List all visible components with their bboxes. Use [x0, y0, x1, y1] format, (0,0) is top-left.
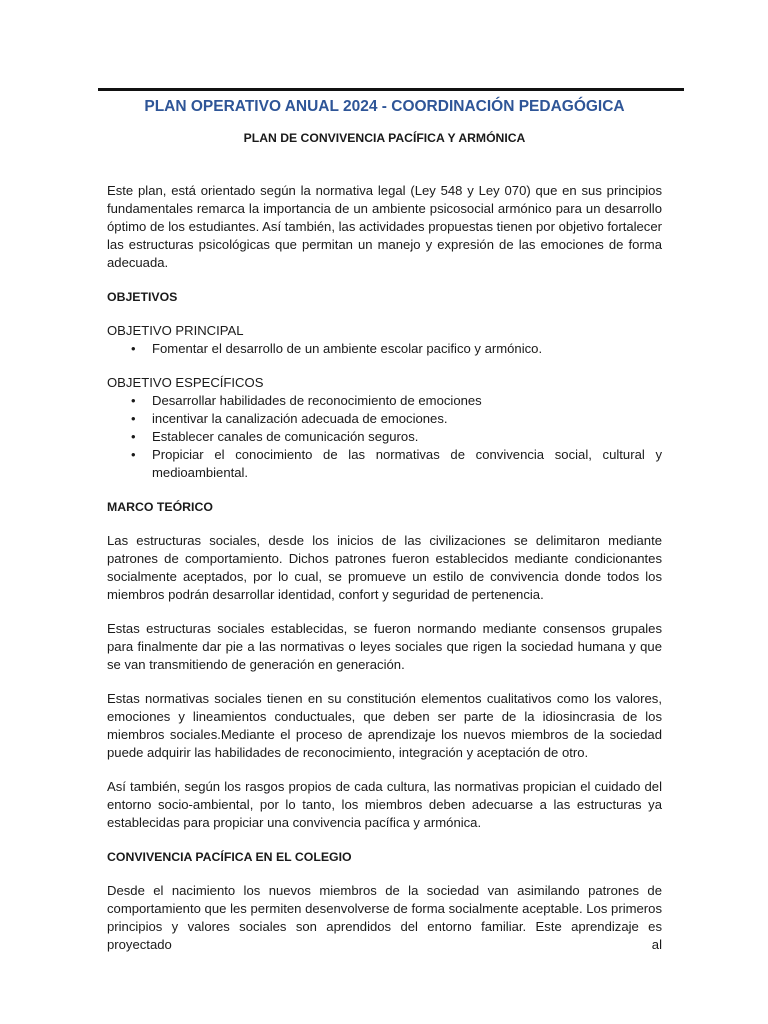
- header-rule: [98, 88, 684, 91]
- list-item: [107, 446, 662, 482]
- document-title: PLAN OPERATIVO ANUAL 2024 - COORDINACIÓN PEDAGÓGICA: [144, 98, 625, 115]
- theory-heading: MARCO TEÓRICO: [107, 500, 213, 514]
- objectives-heading: OBJETIVOS: [107, 290, 178, 304]
- bullet-icon: •: [131, 411, 136, 426]
- main-objective-list: [107, 340, 662, 358]
- bullet-icon: •: [131, 429, 136, 444]
- intro-paragraph: Este plan, está orientado según la normativa legal (Ley 548 y Ley 070) que en sus principios fundamentales remarca la importancia de un ambiente psicosocial armónico para un desarrollo óptimo de los estudiantes. Así también, las actividades propuestas tienen por objetivo fortalecer las estructuras psicológicas que permitan un manejo y expresión de las emociones de forma adecuada.: [107, 183, 662, 270]
- specific-objectives-list: [107, 392, 662, 482]
- document-body: [107, 97, 662, 954]
- specific-objectives-label: OBJETIVO ESPECÍFICOS: [107, 375, 264, 390]
- bullet-icon: •: [131, 393, 136, 408]
- theory-paragraph-4: Así también, según los rasgos propios de cada cultura, las normativas propician el cuidado del entorno socio-ambiental, por lo tanto, los miembros deben adecuarse a las estructuras ya establecidas para propiciar una convivencia pacífica y armónica.: [107, 779, 662, 830]
- list-item: [107, 340, 662, 358]
- bullet-icon: •: [131, 447, 136, 462]
- list-item-text: Establecer canales de comunicación seguros.: [152, 429, 419, 444]
- list-item-text: Propiciar el conocimiento de las normativas de convivencia social, cultural y medioambiental.: [152, 447, 662, 480]
- school-heading: CONVIVENCIA PACÍFICA EN EL COLEGIO: [107, 850, 352, 864]
- list-item: [107, 428, 662, 446]
- bullet-icon: •: [131, 341, 136, 356]
- list-item: [107, 410, 662, 428]
- school-paragraph: Desde el nacimiento los nuevos miembros de la sociedad van asimilando patrones de comportamiento que les permiten desenvolverse de forma socialmente aceptable. Los primeros principios y valores sociales son aprendidos del entorno familiar. Este aprendizaje es proyectado al: [107, 883, 662, 952]
- document-subtitle: PLAN DE CONVIVENCIA PACÍFICA Y ARMÓNICA: [243, 131, 526, 145]
- list-item-text: Desarrollar habilidades de reconocimiento de emociones: [152, 393, 482, 408]
- theory-paragraph-2: Estas estructuras sociales establecidas, se fueron normando mediante consensos grupales para finalmente dar pie a las normativas o leyes sociales que rigen la sociedad humana y que se van transmitiendo de generación en generación.: [107, 621, 662, 672]
- theory-paragraph-1: Las estructuras sociales, desde los inicios de las civilizaciones se delimitaron mediante patrones de comportamiento. Dichos patrones fueron establecidos mediante condicionantes socialmente aceptados, por lo cual, se promueve un estilo de convivencia donde todos los miembros podrán desarrollar identidad, confort y seguridad de pertenencia.: [107, 533, 662, 602]
- main-objective-label: OBJETIVO PRINCIPAL: [107, 323, 244, 338]
- list-item: [107, 392, 662, 410]
- theory-paragraph-3: Estas normativas sociales tienen en su constitución elementos cualitativos como los valores, emociones y lineamientos conductuales, que deben ser parte de la idiosincrasia de los miembros sociales.Mediante el proceso de aprendizaje los nuevos miembros de la sociedad puede adquirir las habilidades de reconocimiento, integración y aceptación de otro.: [107, 691, 662, 760]
- list-item-text: incentivar la canalización adecuada de emociones.: [152, 411, 448, 426]
- list-item-text: Fomentar el desarrollo de un ambiente escolar pacifico y armónico.: [152, 341, 543, 356]
